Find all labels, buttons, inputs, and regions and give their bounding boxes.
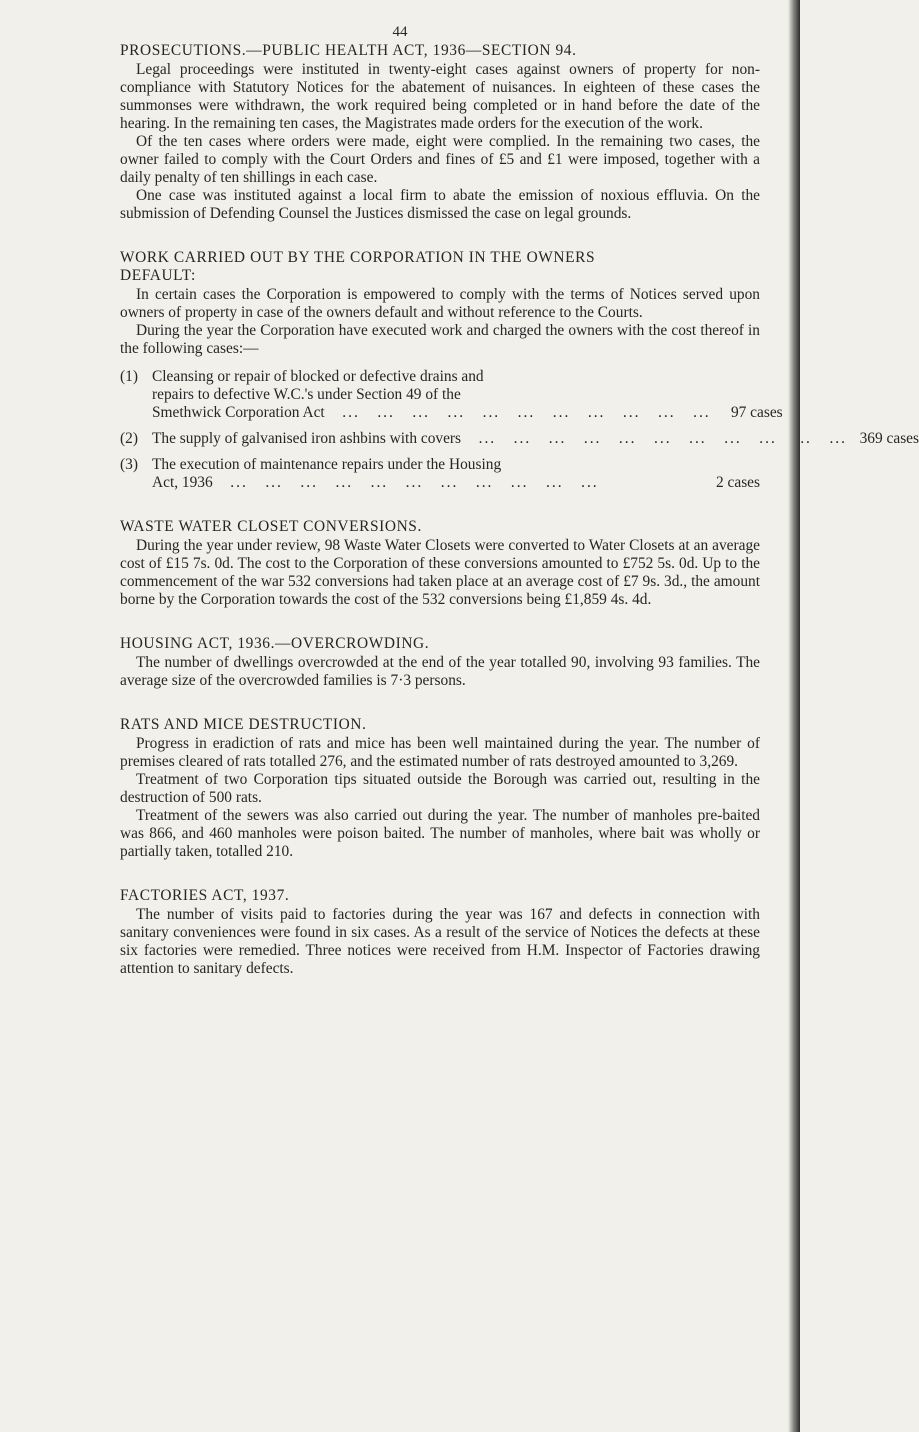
section-heading-continuation: DEFAULT: <box>120 267 196 284</box>
section-housing-act <box>120 635 760 690</box>
item-text: Act, 1936 ... <box>152 474 688 492</box>
section-factories-act <box>120 887 760 978</box>
paragraph: During the year under review, 98 Waste Water Closets were converted to Water Closets at an average cost of £15 7s. 0d. The cost to the Corporation of these conversions amounted to £752 5s. 0d. Up to the commencement of the war 532 conversions had taken place at an average cost of £7 9s. 3d., the amount borne by the Corporation towards the cost of the 532 conversions being £1,859 4s. 4d. <box>120 537 760 608</box>
item-text: repairs to defective W.C.'s under Section 49 of the <box>152 386 461 403</box>
item-number: (3) <box>120 456 138 473</box>
item-text: Cleansing or repair of blocked or defective drains and <box>152 368 484 385</box>
section-heading: PROSECUTIONS.—PUBLIC HEALTH ACT, 1936—SECTION 94. <box>120 42 577 59</box>
list-item <box>120 456 760 492</box>
item-text: The execution of maintenance repairs under the Housing <box>152 456 502 473</box>
page-number: 44 <box>392 24 408 40</box>
paragraph: One case was instituted against a local firm to abate the emission of noxious effluvia. On the submission of Defending Counsel the Justices dismissed the case on legal grounds. <box>120 187 760 222</box>
paragraph: The number of visits paid to factories during the year was 167 and defects in connection with sanitary conveniences were found in six cases. As a result of the service of Notices the defects at these six factories were remedied. Three notices were received from H.M. Inspector of Factories drawing attention to sanitary defects. <box>120 906 760 977</box>
section-waste-water-closets <box>120 518 760 609</box>
paragraph: Treatment of the sewers was also carried out during the year. The number of manholes pre-baited was 866, and 460 manholes were poison baited. The number of manholes, where bait was wholly or partially taken, totalled 210. <box>120 807 760 860</box>
section-heading: RATS AND MICE DESTRUCTION. <box>120 716 367 733</box>
section-heading <box>120 249 760 285</box>
paragraph: During the year the Corporation have executed work and charged the owners with the cost thereof in the following cases:— <box>120 322 760 357</box>
paragraph: The number of dwellings overcrowded at the end of the year totalled 90, involving 93 families. The average size of the overcrowded families is 7·3 persons. <box>120 654 760 689</box>
item-value: 97 cases <box>711 404 783 422</box>
paragraph: Of the ten cases where orders were made, eight were complied. In the remaining two cases, the owner failed to comply with the Court Orders and fines of £5 and £1 were imposed, together with a daily penalty of ten shillings in each case. <box>120 133 760 186</box>
section-prosecutions <box>120 42 760 223</box>
section-rats-and-mice <box>120 716 760 861</box>
section-heading-line: WORK CARRIED OUT BY THE CORPORATION IN THE OWNERS <box>120 249 596 266</box>
section-heading: WASTE WATER CLOSET CONVERSIONS. <box>120 518 422 535</box>
page-content <box>120 42 919 978</box>
list-item <box>120 430 919 448</box>
paragraph: In certain cases the Corporation is empowered to comply with the terms of Notices served upon owners of property in case of the owners default and without reference to the Courts. <box>120 286 760 321</box>
section-heading: HOUSING ACT, 1936.—OVERCROWDING. <box>120 635 430 652</box>
item-number: (2) <box>120 430 138 447</box>
cases-list <box>120 368 919 492</box>
item-value: 2 cases <box>688 474 760 492</box>
paragraph: Progress in eradiction of rats and mice has been well maintained during the year. The number of premises cleared of rats totalled 276, and the estimated number of rats destroyed amounted to 3,269. <box>120 735 760 770</box>
section-work-carried-out <box>120 249 919 492</box>
section-heading: FACTORIES ACT, 1937. <box>120 887 290 904</box>
page-edge-shadow <box>788 0 800 1432</box>
item-text: Smethwick Corporation Act ... <box>152 404 711 422</box>
item-number: (1) <box>120 368 138 385</box>
item-value: 369 cases <box>847 430 919 448</box>
item-text: The supply of galvanised iron ashbins with covers ... <box>152 430 847 448</box>
list-item <box>120 368 783 422</box>
paragraph: Legal proceedings were instituted in twenty-eight cases against owners of property for non-compliance with Statutory Notices for the abatement of nuisances. In eighteen of these cases the summonses were withdrawn, the work required being completed or in hand before the date of the hearing. In the remaining ten cases, the Magistrates made orders for the execution of the work. <box>120 61 760 132</box>
paragraph: Treatment of two Corporation tips situated outside the Borough was carried out, resulting in the destruction of 500 rats. <box>120 771 760 806</box>
